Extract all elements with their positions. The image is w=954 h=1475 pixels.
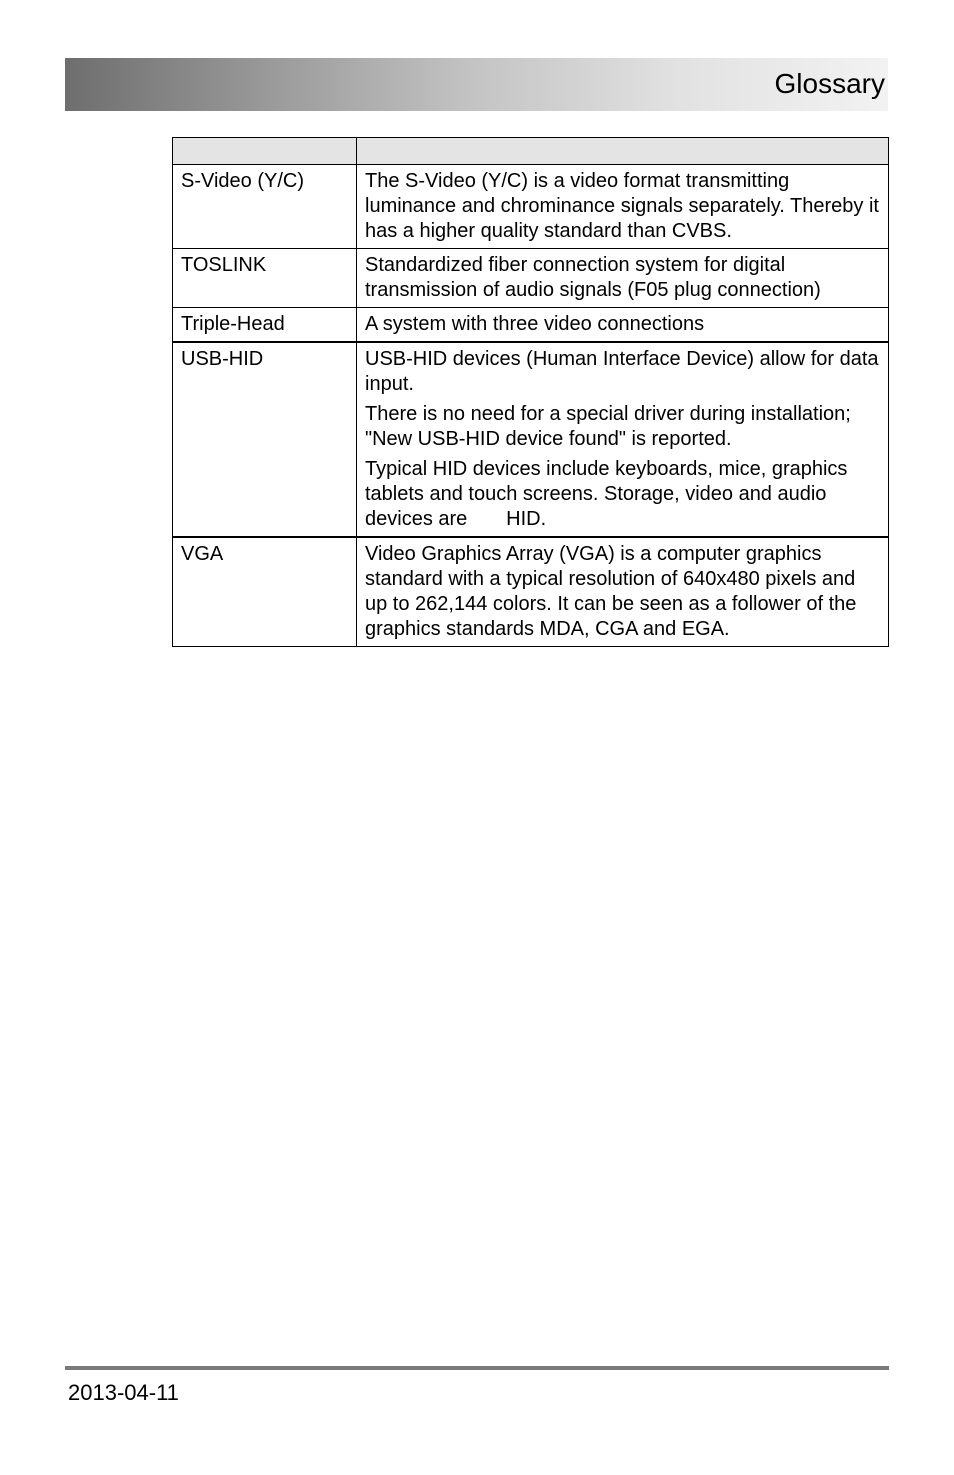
table-row xyxy=(173,249,889,308)
header-bar xyxy=(65,58,888,111)
table-row xyxy=(173,342,889,537)
term-cell: S-Video (Y/C) xyxy=(173,165,357,249)
description-cell xyxy=(357,342,889,537)
term-cell: VGA xyxy=(173,537,357,647)
description-paragraph: A system with three video connections xyxy=(365,313,705,335)
term-cell: Triple-Head xyxy=(173,308,357,343)
table-row xyxy=(173,165,889,249)
header-cell-description xyxy=(357,138,889,165)
description-paragraph: Standardized fiber connection system for digital transmission of audio signals (F05 plug connection) xyxy=(365,254,821,301)
description-paragraph: Video Graphics Array (VGA) is a computer graphics standard with a typical resolution of 640x480 pixels and up to 262,144 colors. It can be seen as a follower of the graphics standards MDA, CGA and EGA. xyxy=(365,543,857,640)
description-cell xyxy=(357,308,889,343)
footer-divider xyxy=(65,1366,889,1370)
header-cell-term xyxy=(173,138,357,165)
page-title: Glossary xyxy=(774,68,885,99)
footer-date: 2013-04-11 xyxy=(68,1380,179,1405)
description-paragraph: USB-HID devices (Human Interface Device) allow for data input. xyxy=(365,348,879,395)
description-paragraph: Typical HID devices include keyboards, mice, graphics tablets and touch screens. Storage, video and audio devices are HID. xyxy=(365,458,853,530)
glossary-table xyxy=(172,137,889,647)
description-cell xyxy=(357,249,889,308)
description-cell xyxy=(357,165,889,249)
table-row xyxy=(173,308,889,343)
description-paragraph: There is no need for a special driver during installation; "New USB-HID device found" is reported. xyxy=(365,403,857,450)
description-cell xyxy=(357,537,889,647)
table-row xyxy=(173,537,889,647)
term-cell: USB-HID xyxy=(173,342,357,537)
term-cell: TOSLINK xyxy=(173,249,357,308)
table-header-row xyxy=(173,138,889,165)
description-paragraph: The S-Video (Y/C) is a video format transmitting luminance and chrominance signals separately. Thereby it has a higher quality standard than CVBS. xyxy=(365,170,879,242)
